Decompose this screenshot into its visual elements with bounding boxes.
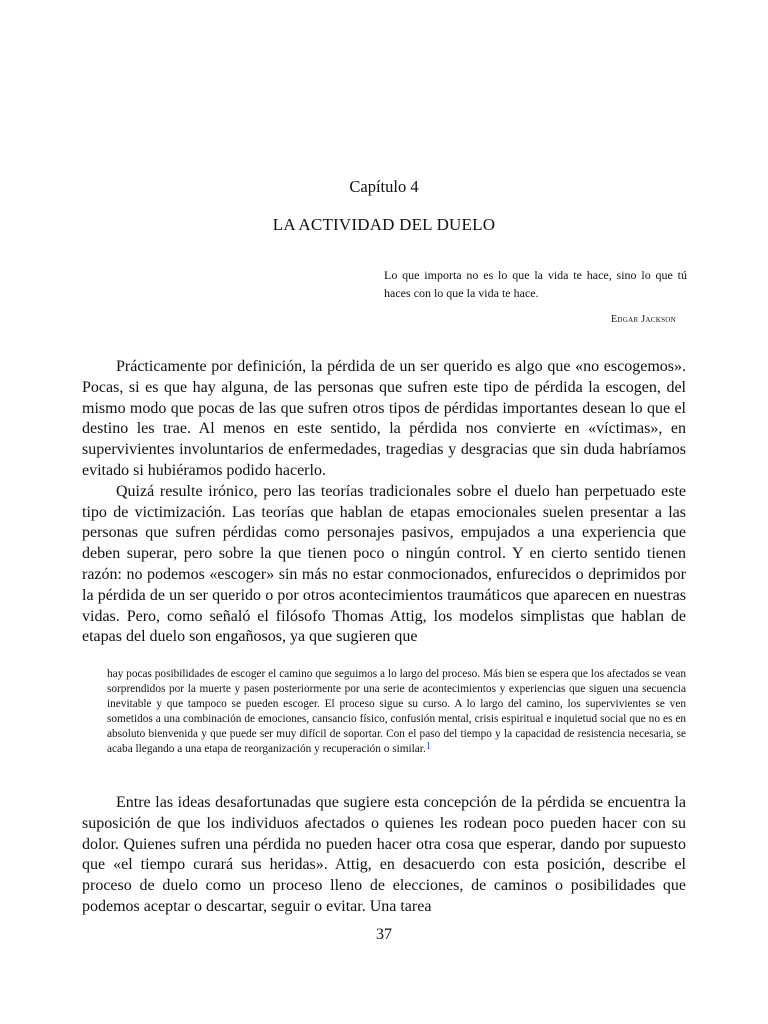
epigraph-text: Lo que importa no es lo que la vida te hace, sino lo que tú haces con lo que la vida te hace. bbox=[384, 268, 687, 300]
page-number: 37 bbox=[376, 926, 392, 943]
body-paragraph-1: Prácticamente por definición, la pérdida de un ser querido es algo que «no escogemos». Pocas, si es que hay alguna, de las personas que sufren este tipo de pérdida la escogen, del mismo modo que pocas de las que sufren otros tipos de pérdidas importantes desean lo que el destino les trae. Al menos en este sentido, la pérdida nos convierte en «víctimas», en supervivientes involuntarios de enfermedades, tragedias y desgracias que sin duda habríamos evitado si hubiéramos podido hacerlo. bbox=[82, 358, 686, 479]
epigraph-author: Edgar Jackson bbox=[610, 314, 676, 325]
chapter-title: LA ACTIVIDAD DEL DUELO bbox=[272, 215, 496, 234]
footnote-reference-link[interactable]: 1 bbox=[425, 741, 431, 753]
body-paragraph-3: Entre las ideas desafortunadas que sugiere esta concepción de la pérdida se encuentra la suposición de que los individuos afectados o quienes les rodean poco pueden hacer con su dolor. Quienes sufren una pérdida no pueden hacer otra cosa que esperar, dando por supuesto que «el tiempo curará sus heridas». Attig, en desacuerdo con esta posición, describe el proceso de duelo como un proceso lleno de elecciones, de caminos o posibilidades que podemos aceptar o descartar, seguir o evitar. Una tarea bbox=[82, 794, 686, 915]
body-paragraph-2: Quizá resulte irónico, pero las teorías tradicionales sobre el duelo han perpetuado este tipo de victimización. Las teorías que hablan de etapas emocionales suelen presentar a las personas que sufren pérdidas como personajes pasivos, empujados a una experiencia que deben superar, pero sobre la que tienen poco o ningún control. Y en cierto sentido tienen razón: no podemos «escoger» sin más no estar conmocionados, enfurecidos o deprimidos por la pérdida de un ser querido o por otros acontecimientos traumáticos que aparecen en nuestras vidas. Pero, como señaló el filósofo Thomas Attig, los modelos simplistas que hablan de etapas del duelo son engañosos, ya que sugieren que bbox=[82, 482, 686, 646]
body-section-1 bbox=[82, 357, 686, 648]
body-section-2 bbox=[82, 793, 686, 918]
block-quote-text: hay pocas posibilidades de escoger el camino que seguimos a lo largo del proceso. Más bien se espera que los afectados se vean sorprendidos por la muerte y pasen posteriormente por una serie de acontecimientos y experiencias que siguen una secuencia inevitable y que tampoco se pueden escoger. El proceso sigue su curso. A lo largo del camino, los supervivientes se ven sometidos a una combinación de emociones, cansancio físico, confusión mental, crisis espiritual e inquietud social que no es en absoluto bienvenida y que puede ser muy difícil de soportar. Con el paso del tiempo y la capacidad de resistencia necesaria, se acaba llegando a una etapa de reorganización y recuperación o similar. bbox=[107, 668, 686, 756]
chapter-label: Capítulo 4 bbox=[349, 177, 419, 196]
block-quote bbox=[107, 667, 686, 758]
